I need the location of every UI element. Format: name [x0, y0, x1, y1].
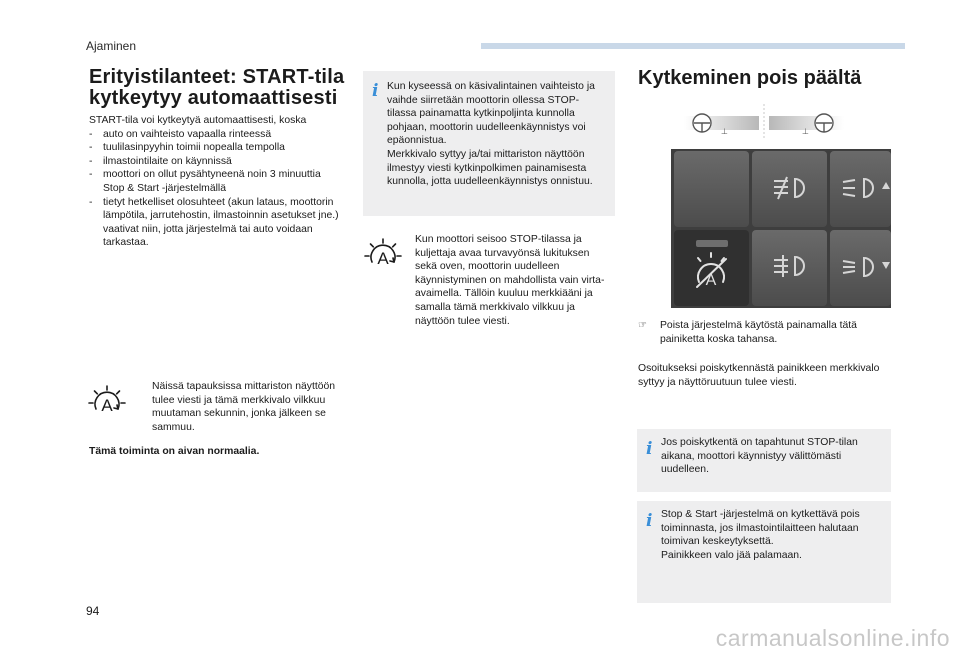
right-title: Kytkeminen pois päältä [638, 67, 862, 89]
list-item: - tietyt hetkelliset olosuhteet (akun lataus, moottorin lämpötila, jarrutehostin, ilmastoinnin asetukset jne.) vaativat niin, jotta järjestelmä tai auto voidaan tarkastaa. [89, 196, 344, 250]
bullet-instruction [638, 319, 888, 346]
svg-text:⊥: ⊥ [721, 127, 728, 136]
info-para: Stop & Start -järjestelmä on kytkettävä pois toiminnasta, jos ilmastointilaitteen halutaan toimivan keskeytyksettä. [661, 509, 860, 548]
bullet-text: Poista järjestelmä käytöstä painamalla tätä painiketta koska tahansa. [660, 320, 857, 345]
condition-list [89, 128, 344, 250]
left-intro-block [89, 114, 344, 250]
steering-wheel-icon [684, 104, 844, 140]
svg-text:⊥: ⊥ [802, 127, 809, 136]
header-bar [481, 43, 905, 49]
svg-text:A: A [705, 272, 717, 289]
middle-auto-note: Kun moottori seisoo STOP-tilassa ja kuljettaja avaa turvavyönsä lukituksen sekä oven, moottorin uudelleen käynnistyminen on mahdollista vain virta-avaimella. Tällöin kuuluu merkkiääni ja samalla tämä merkkivalo vilkkuu ja näyttöön tulee viesti. [415, 234, 605, 327]
control-panel-illustration [671, 149, 891, 308]
info-para: Painikkeen valo jää palamaan. [661, 549, 802, 561]
page-number: 94 [86, 604, 100, 618]
info-icon: i [646, 439, 653, 459]
list-item: - tuulilasinpyyhin toimii nopealla tempolla [89, 141, 344, 155]
watermark: carmanualsonline.info [715, 625, 950, 651]
left-title: Erityistilanteet: START-tila kytkeytyy automaattisesti [89, 66, 345, 109]
list-item: - moottori on ollut pysähtyneenä noin 3 minuuttia Stop & Start -järjestelmällä [89, 168, 344, 195]
auto-stop-start-icon [87, 383, 127, 423]
list-item: - ilmastointilaite on käynnissä [89, 155, 344, 169]
info-box-aircon [637, 501, 891, 603]
info-para: Kun kyseessä on käsivalintainen vaihteisto ja vaihde siirretään moottorin ollessa STOP-tilassa painamatta kytkinpoljinta kunnolla pohjaan, moottorin uudelleenkäynnistys voi epäonnistua. [387, 81, 595, 147]
info-icon: i [372, 81, 379, 101]
indicator-note: Osoitukseksi poiskytkennästä painikkeen merkkivalo syttyy ja näyttöruutuun tulee viesti. [638, 363, 880, 388]
auto-stop-start-icon [363, 236, 403, 276]
info-icon: i [646, 511, 653, 531]
intro-text: START-tila voi kytkeytyä automaattisesti, koska [89, 115, 307, 126]
info-para: Merkkivalo syttyy ja/tai mittariston näyttöön ilmestyy viesti kytkinpolkimen painamisesta kunnolla, jotta uudelleenkäynnistys onnistuu. [387, 148, 593, 188]
info-box-restart [637, 429, 891, 492]
left-auto-note: Näissä tapauksissa mittariston näyttöön tulee viesti ja tämä merkkivalo vilkkuu muutaman sekunnin, jonka jälkeen se sammuu. [152, 381, 336, 433]
normal-operation-text: Tämä toiminta on aivan normaalia. [89, 446, 260, 457]
svg-text:A: A [377, 249, 389, 268]
list-item: - auto on vaihteisto vapaalla rinteessä [89, 128, 344, 142]
info-para: Jos poiskytkentä on tapahtunut STOP-tilan aikana, moottori käynnistyy välittömästi uudelleen. [661, 437, 858, 476]
pointing-hand-icon: ☞ [638, 320, 647, 331]
section-label: Ajaminen [86, 39, 137, 53]
svg-text:A: A [101, 396, 113, 415]
info-box-clutch [363, 71, 615, 216]
